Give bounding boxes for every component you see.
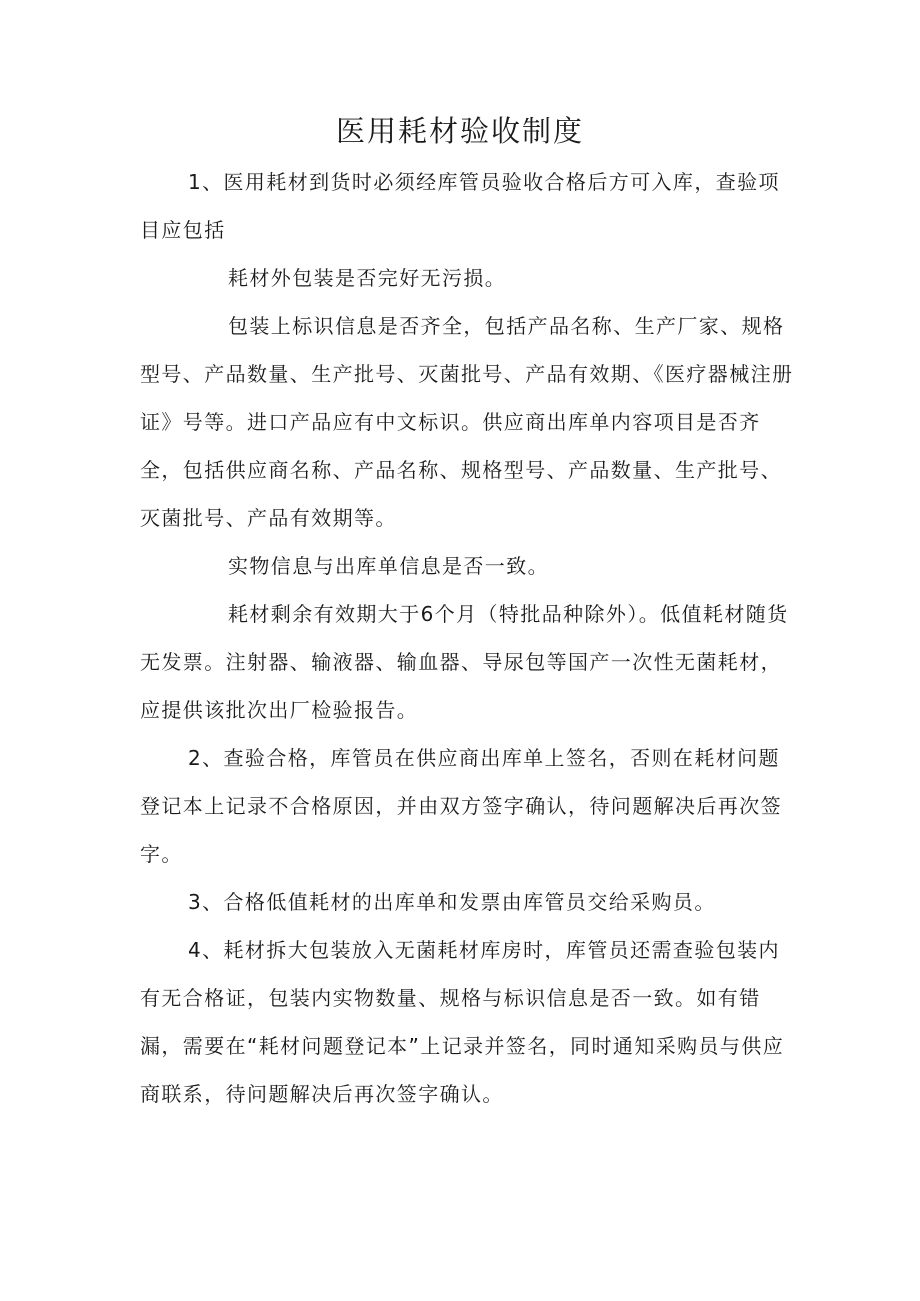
paragraph-item-3: 3、合格低值耗材的出库单和发票由库管员交给采购员。: [188, 890, 716, 914]
paragraph-check-labels: 包装上标识信息是否齐全，包括产品名称、生产厂家、规格型号、产品数量、生产批号、灭菌批号、产品有效期、《医疗器械注册证》号等。进口产品应有中文标识。供应商出库单内容项目是否齐全，包括供应商名称、产品名称、规格型号、产品数量、生产批号、灭菌批号、产品有效期等。: [140, 314, 794, 530]
paragraph-check-packaging: 耗材外包装是否完好无污损。: [228, 266, 507, 290]
document-body: [140, 158, 800, 1118]
paragraph-check-consistency: 实物信息与出库单信息是否一致。: [228, 554, 549, 578]
document-title: 医用耗材验收制度: [335, 114, 584, 148]
paragraph-item-1: 1、医用耗材到货时必须经库管员验收合格后方可入库，查验项目应包括: [140, 170, 780, 242]
paragraph-item-4: 4、耗材拆大包装放入无菌耗材库房时，库管员还需查验包装内有无合格证，包装内实物数量、规格与标识信息是否一致。如有错漏，需要在“耗材问题登记本”上记录并签名，同时通知采购员与供应商联系，待问题解决后再次签字确认。: [140, 938, 785, 1106]
paragraph-check-expiry: 耗材剩余有效期大于6个月（特批品种除外）。低值耗材随货无发票。注射器、输液器、输血器、导尿包等国产一次性无菌耗材，应提供该批次出厂检验报告。: [140, 602, 789, 722]
paragraph-item-2: 2、查验合格，库管员在供应商出库单上签名，否则在耗材问题登记本上记录不合格原因，并由双方签字确认，待问题解决后再次签字。: [140, 746, 782, 866]
